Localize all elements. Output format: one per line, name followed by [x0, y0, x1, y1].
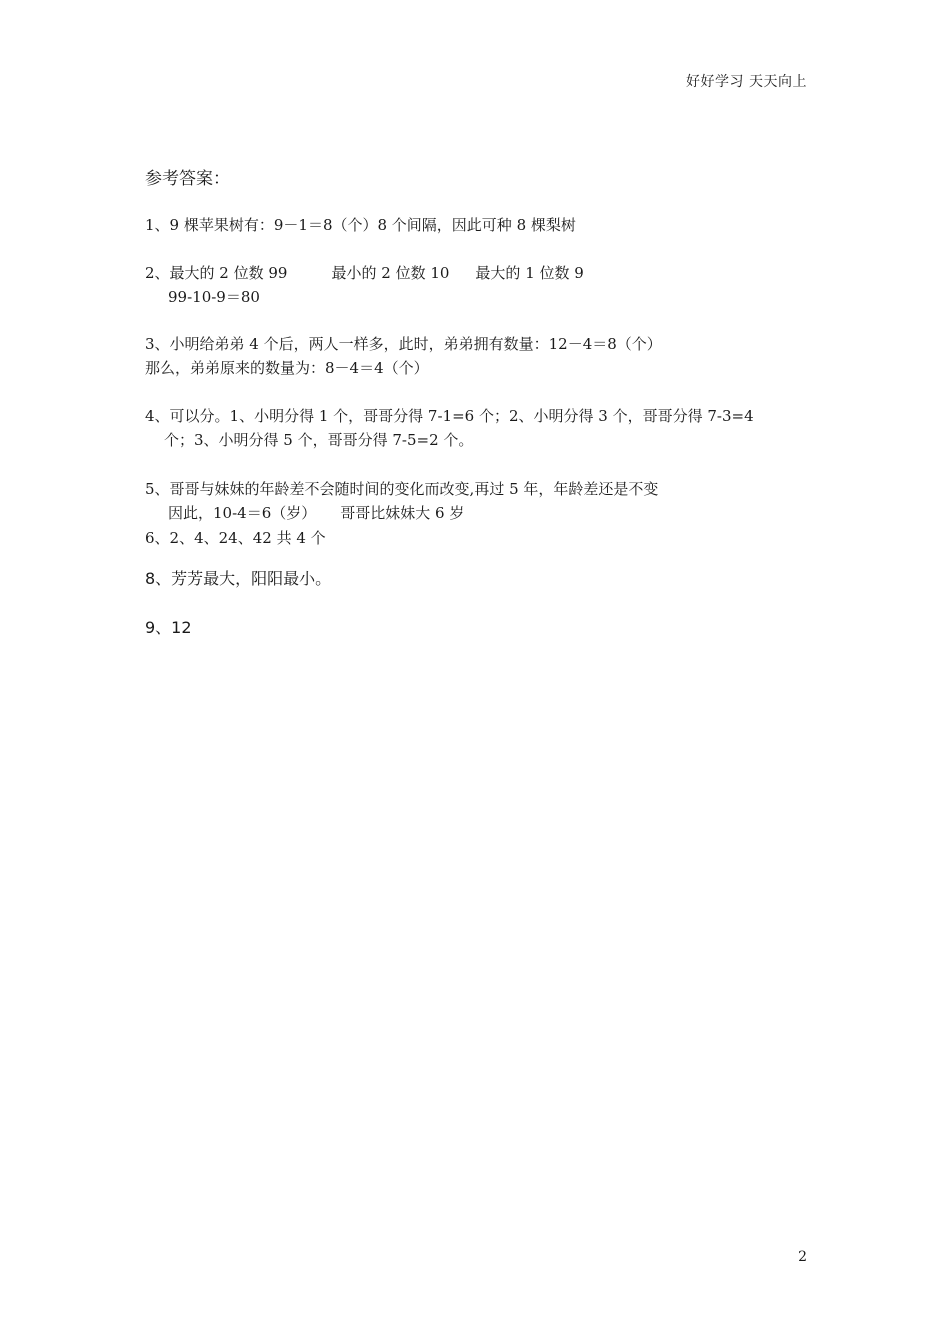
answer-8: 8、芳芳最大，阳阳最小。 — [145, 569, 332, 588]
answer-2-part-1: 2、最大的 2 位数 99 — [145, 264, 288, 282]
answer-2-part-2: 最小的 2 位数 10 — [331, 264, 450, 282]
answer-5-line-2 — [168, 502, 464, 523]
answer-5-part-2: 哥哥比妹妹大 6 岁 — [340, 504, 465, 522]
answer-4-line-2: 个；3、小明分得 5 个，哥哥分得 7-5=2 个。 — [164, 431, 474, 449]
answer-2-line-1 — [145, 262, 584, 283]
answer-title: 参考答案： — [145, 169, 230, 189]
answer-3-line-2: 那么，弟弟原来的数量为：8－4＝4（个） — [145, 359, 429, 377]
answer-2-line-2: 99-10-9＝80 — [168, 288, 260, 306]
answer-4-line-1: 4、可以分。1、小明分得 1 个，哥哥分得 7-1=6 个；2、小明分得 3 个，哥哥分得 7-3=4 — [145, 407, 754, 425]
page-header: 好好学习 天天向上 — [686, 74, 807, 90]
answer-9: 9、12 — [145, 618, 192, 637]
answer-2-part-3: 最大的 1 位数 9 — [475, 264, 584, 282]
answer-6: 6、2、4、24、42 共 4 个 — [145, 529, 326, 547]
answer-3-line-1: 3、小明给弟弟 4 个后，两人一样多，此时，弟弟拥有数量：12－4＝8（个） — [145, 335, 662, 353]
answer-5-line-1: 5、哥哥与妹妹的年龄差不会随时间的变化而改变,再过 5 年，年龄差还是不变 — [145, 480, 659, 498]
answer-5-part-1: 因此，10-4＝6（岁） — [168, 504, 317, 522]
page-number: 2 — [798, 1249, 807, 1265]
answer-1: 1、9 棵苹果树有：9－1＝8（个）8 个间隔，因此可种 8 棵梨树 — [145, 216, 576, 234]
